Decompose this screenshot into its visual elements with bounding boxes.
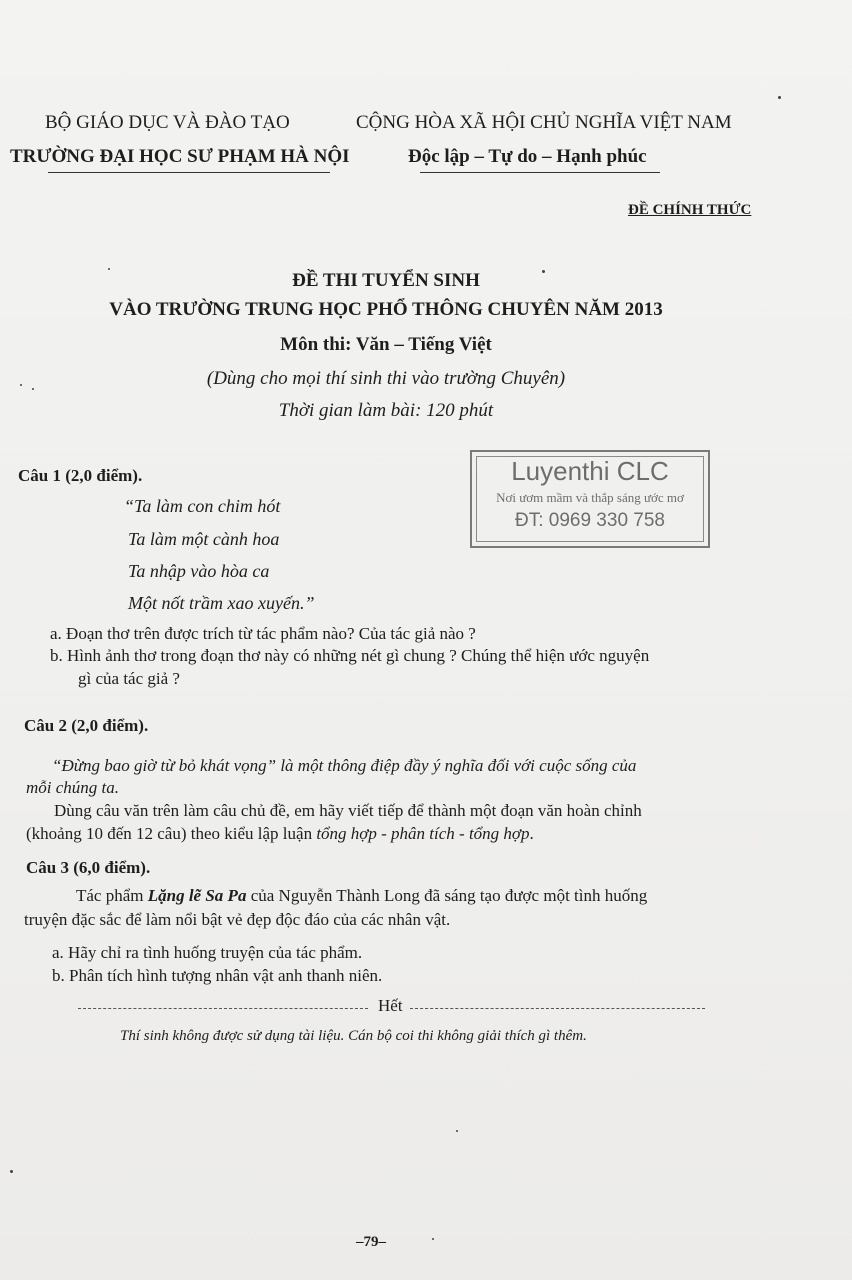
q1-heading: Câu 1 (2,0 điểm).: [18, 466, 143, 485]
q2-instruction-plain: (khoảng 10 đến 12 câu) theo kiểu lập luận: [26, 824, 317, 843]
poem-line: Ta nhập vào hòa ca: [128, 561, 270, 581]
q3-prompt: [76, 886, 647, 906]
national-motto: Độc lập – Tự do – Hạnh phúc: [408, 146, 647, 167]
dust-speck: [20, 384, 22, 386]
stamp-phone: ĐT: 0969 330 758: [514, 510, 665, 531]
q3-prompt-rest: của Nguyễn Thành Long đã sáng tạo được một tình huống: [246, 886, 648, 905]
footer-note: Thí sinh không được sử dụng tài liệu. Cán bộ coi thi không giải thích gì thêm.: [120, 1028, 587, 1044]
q3-work-title: Lặng lẽ Sa Pa: [147, 886, 247, 905]
dust-speck: [32, 388, 34, 390]
q3-part-a: a. Hãy chỉ ra tình huống truyện của tác phẩm.: [52, 943, 363, 962]
q2-quote-cont: mỗi chúng ta.: [26, 778, 120, 797]
dust-speck: [456, 1130, 458, 1132]
q3-prompt-cont: truyện đặc sắc để làm nổi bật vẻ đẹp độc đáo của các nhân vật.: [24, 910, 451, 929]
dust-speck: [432, 1238, 434, 1240]
poem-line: “Ta làm con chim hót: [124, 496, 281, 516]
q1-part-a: a. Đoạn thơ trên được trích từ tác phẩm nào? Của tác giả nào ?: [50, 624, 476, 643]
end-mark: Hết: [378, 996, 403, 1015]
stamp-slogan: Nơi ươm mầm và thắp sáng ước mơ: [496, 490, 684, 505]
country-name: CỘNG HÒA XÃ HỘI CHỦ NGHĨA VIỆT NAM: [356, 112, 732, 133]
dust-speck: [10, 1170, 13, 1173]
q2-quote: “Đừng bao giờ từ bỏ khát vọng” là một thông điệp đầy ý nghĩa đối với cuộc sống của: [52, 756, 637, 775]
q2-heading: Câu 2 (2,0 điểm).: [24, 716, 149, 735]
university-name: TRƯỜNG ĐẠI HỌC SƯ PHẠM HÀ NỘI: [10, 146, 350, 167]
q2-method: tổng hợp - phân tích - tổng hợp: [316, 824, 530, 843]
official-label: ĐỀ CHÍNH THỨC: [628, 202, 752, 218]
luyenthi-stamp: [470, 450, 710, 548]
dust-speck: [778, 96, 781, 99]
dust-speck: [108, 268, 110, 270]
exam-title: ĐỀ THI TUYỂN SINH: [292, 270, 480, 291]
q1-part-b-cont: gì của tác giả ?: [78, 669, 180, 688]
exam-duration: Thời gian làm bài: 120 phút: [278, 400, 494, 421]
dust-speck: [542, 270, 545, 273]
q2-period: .: [529, 824, 534, 843]
exam-subtitle: VÀO TRƯỜNG TRUNG HỌC PHỔ THÔNG CHUYÊN NĂM 2013: [109, 299, 663, 320]
q2-instruction-cont: [26, 824, 534, 844]
motto-underline: [420, 172, 660, 173]
poem-line: Một nốt trầm xao xuyến.”: [128, 593, 315, 613]
exam-audience: (Dùng cho mọi thí sinh thi vào trường Chuyên): [206, 368, 566, 389]
page-number: –79–: [356, 1234, 386, 1250]
q2-instruction: Dùng câu văn trên làm câu chủ đề, em hãy viết tiếp để thành một đoạn văn hoàn chỉnh: [54, 801, 642, 820]
exam-subject: Môn thi: Văn – Tiếng Việt: [280, 334, 492, 355]
poem-line: Ta làm một cành hoa: [128, 529, 280, 549]
ministry-name: BỘ GIÁO DỤC VÀ ĐÀO TẠO: [45, 112, 290, 133]
stamp-name: Luyenthi CLC: [511, 456, 669, 486]
q1-part-b: b. Hình ảnh thơ trong đoạn thơ này có những nét gì chung ? Chúng thể hiện ước nguyện: [50, 646, 650, 665]
bleed-through: [165, 170, 171, 197]
end-divider-left: [78, 1008, 368, 1009]
q3-heading: Câu 3 (6,0 điểm).: [26, 858, 151, 877]
end-divider-right: [410, 1008, 705, 1009]
university-underline: [48, 172, 330, 173]
q3-part-b: b. Phân tích hình tượng nhân vật anh thanh niên.: [52, 966, 383, 985]
q3-prompt-start: Tác phẩm: [76, 886, 148, 905]
